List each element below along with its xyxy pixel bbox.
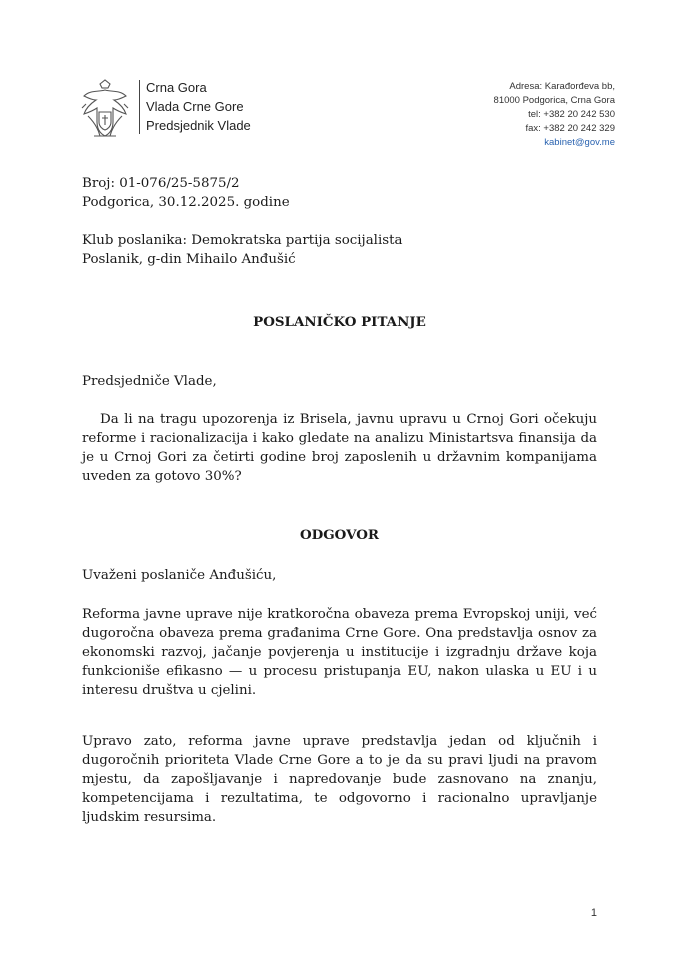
org-country: Crna Gora bbox=[146, 80, 207, 95]
question-text: Da li na tragu upozorenja iz Brisela, javnu upravu u Crnoj Gori očekuju reforme i racionalizacija i kako gledate na analizu Ministartsva finansija da je u Crnoj Gori za četirti godine broj zaposlenih u državnim kompanijama uveden za gotovo 30%? bbox=[82, 412, 597, 484]
document-meta bbox=[82, 174, 597, 212]
question-title: POSLANIČKO PITANJE bbox=[253, 314, 426, 330]
page-number: 1 bbox=[590, 907, 597, 919]
question-salutation: Predsjedniče Vlade, bbox=[82, 374, 217, 389]
letterhead bbox=[78, 74, 615, 154]
recipient-block bbox=[82, 231, 597, 269]
answer-paragraph: Upravo zato, reforma javne uprave predstavlja jedan od ključnih i dugoročnih prioriteta Vlade Crne Gore a to je da su pravi ljudi na pravom mjestu, da zapošljavanje i napredovanje bude zasnovano na znanju, kompetencijama i rezultatima, te odgovorno i racionalno upravljanje ljudskim resursima. bbox=[82, 734, 597, 825]
answer-salutation: Uvaženi poslaniče Anđušiću, bbox=[82, 568, 277, 583]
email-link[interactable]: kabinet@gov.me bbox=[544, 137, 615, 148]
answer-title: ODGOVOR bbox=[299, 527, 380, 543]
organization-name bbox=[146, 78, 251, 135]
document-date: Podgorica, 30.12.2025. godine bbox=[82, 195, 290, 210]
coat-of-arms-icon bbox=[78, 78, 132, 142]
org-office: Predsjednik Vlade bbox=[146, 118, 251, 133]
address-line-2: 81000 Podgorica, Crna Gora bbox=[493, 95, 615, 106]
address-line-1: Adresa: Karađorđeva bb, bbox=[509, 81, 615, 92]
recipient-mp: Poslanik, g-din Mihailo Anđušić bbox=[82, 252, 296, 267]
org-government: Vlada Crne Gore bbox=[146, 99, 244, 114]
recipient-club: Klub poslanika: Demokratska partija socijalista bbox=[82, 233, 403, 248]
answer-paragraph: Reforma javne uprave nije kratkoročna obaveza prema Evropskoj uniji, već dugoročna obaveza prema građanima Crne Gore. Ona predstavlja osnov za ekonomski razvoj, jačanje povjerenja u institucije i izgradnju države koja funkcioniše efikasno — u procesu pristupanja EU, nakon ulaska u EU i u interesu društva u cjelini. bbox=[82, 607, 597, 698]
document-number: Broj: 01-076/25-5875/2 bbox=[82, 176, 240, 191]
contact-info bbox=[494, 80, 615, 150]
letterhead-divider bbox=[139, 80, 140, 134]
phone: tel: +382 20 242 530 bbox=[528, 109, 615, 120]
fax: fax: +382 20 242 329 bbox=[525, 123, 615, 134]
